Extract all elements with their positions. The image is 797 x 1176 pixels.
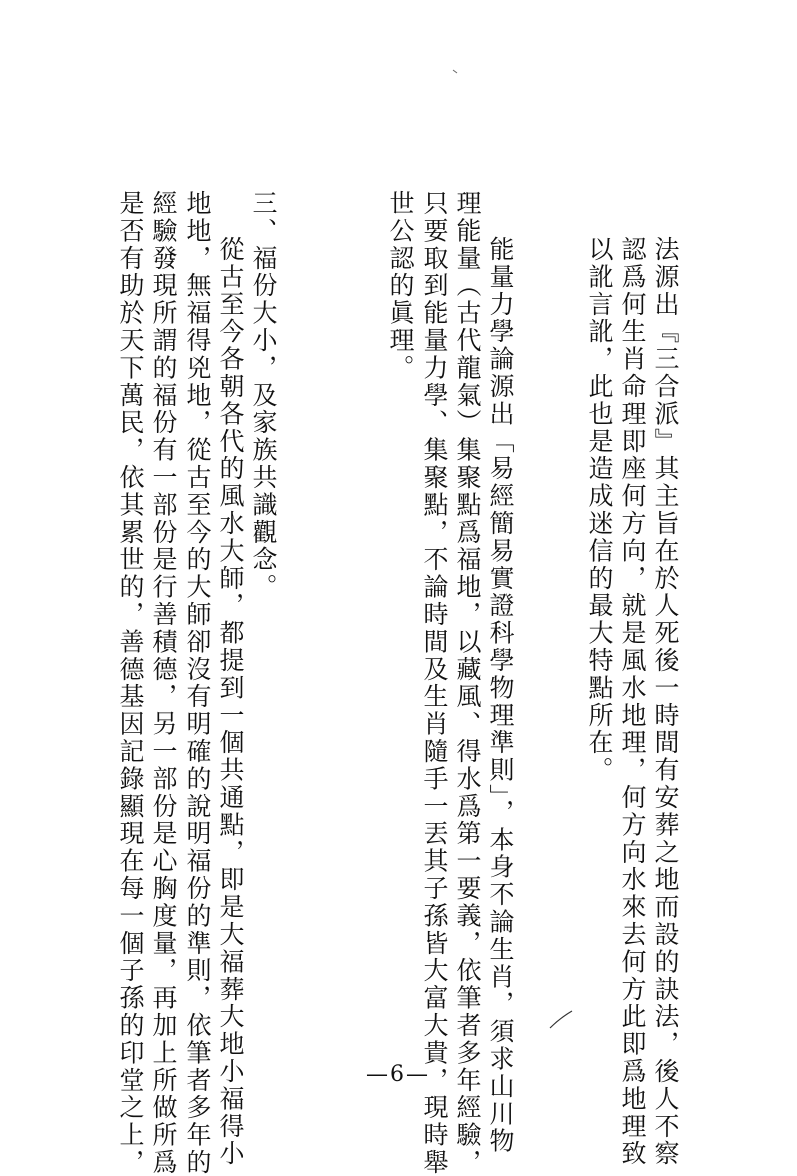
text-column-9: 從古至今各朝各代的風水大師，都提到一個共通點，即是大福葬大地小福得小 <box>216 236 245 1168</box>
text-column-6: 只要取到能量力學、集聚點，不論時間及生肖隨手一丟其子孫皆大富大貴，現時舉 <box>420 190 449 1176</box>
text-column-7: 世公認的眞理。 <box>386 190 415 382</box>
text-column-4: 能量力學論源出「易經簡易實證科學物理準則」，本身不論生肖，須求山川物 <box>486 236 515 1156</box>
page-number: —6— <box>366 1062 430 1087</box>
scan-stroke-mark <box>548 1008 574 1030</box>
scan-speck <box>452 60 460 66</box>
section-heading: 三、福份大小，及家族共識觀念。 <box>249 190 278 601</box>
text-column-10: 地地，無福得兇地，從古至今的大師卻沒有明確的說明福份的準則，依筆者多年的 <box>183 190 212 1176</box>
text-column-1: 法源出『三合派』其主旨在於人死後一時間有安葬之地而設的訣法，後人不察 <box>651 236 680 1168</box>
text-column-2: 認爲何生肖命理即座何方向，就是風水地理，何方向水來去何方此即爲地理致 <box>618 236 647 1168</box>
text-column-12: 是否有助於天下萬民，依其累世的，善德基因記錄顯現在每一個子孫的印堂之上， <box>116 190 145 1176</box>
text-column-3: 以訛言訛，此也是造成迷信的最大特點所在。 <box>585 236 614 784</box>
text-column-5: 理能量（古代龍氣）集聚點爲福地，以藏風、得水爲第一要義，依筆者多年經驗， <box>453 190 482 1176</box>
text-column-11: 經驗發現所謂的福份有一部份是行善積德，另一部份是心胸度量，再加上所做所爲 <box>149 190 178 1176</box>
